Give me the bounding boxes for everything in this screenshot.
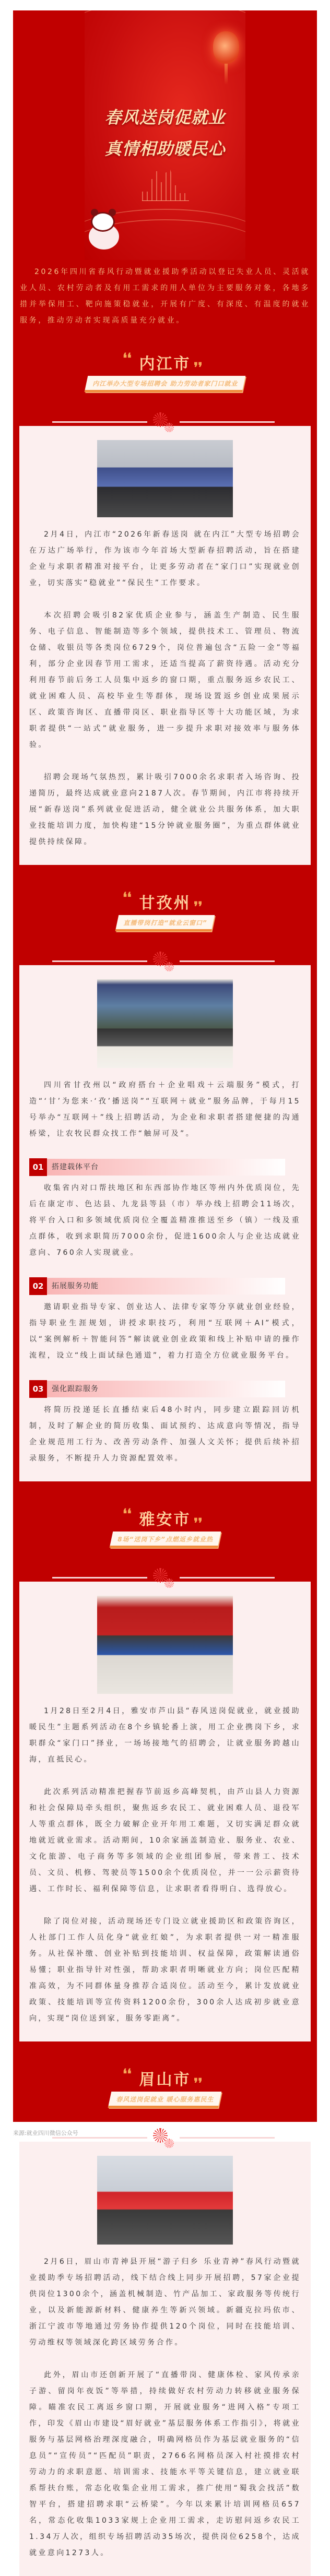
section-subtitle: 直播带岗打造“就业云窗口” — [123, 919, 207, 927]
open-quote-icon: ❛❛ — [123, 890, 132, 906]
city-skyline-icon — [142, 170, 189, 201]
section-title: 雅安市 — [139, 1511, 191, 1529]
source-credit: 来源:就业四川微信公众号 — [13, 2130, 78, 2136]
paragraph: 邀请职业指导专家、创业达人、法律专家等分享就业创业经验，指导职业生涯规划，讲授求职技巧，利用“互联网＋AI”模式，以“案例解析＋智能问答”解读就业创业政策和线上补贴申请的操作流程，设立“线上面试绿色通道”，着力打造全方位就业服务平台。 — [29, 1303, 301, 1360]
firework-icon — [164, 423, 174, 432]
close-quote-icon: ❜❜ — [194, 360, 203, 376]
paragraph: 本次招聘会吸引82家优质企业参与，涵盖生产制造、民生服务、电子信息、智能制造等多个领域，提供技术工、管理员、物流仓储、收银员等各类岗位6729个，岗位普遍包含“五险一金”等福利，部分企业因春节用工需求，还适当提高了薪资待遇。活动充分利用春节前后务工人员集中返乡的窗口期，重点服务返乡农民工、就业困难人员、高校毕业生等群体，现场设置返乡创业成果展示区、政策咨询区、直播带岗区、职业指导区等十大功能区域，为求职者提供“一站式”就业服务，进一步提升求职对接效率与服务体验。 — [29, 611, 301, 749]
section-subtitle-ribbon — [115, 915, 215, 931]
paragraph: 除了岗位对接，活动现场还专门设立就业援助区和政策咨询区，人社部门工作人员化身“就业红娘”，为求职者提供一对一精准服务。从社保补缴、创业补贴到技能培训、权益保障，政策解读通俗易懂；职业指导针对性强，帮助求职者明晰就业方向；岗位匹配精准高效，为不同群体量身推荐合适岗位。活动至今，累计发放就业政策、技能培训等宣传资料1200余份，300余人达成初步就业意向，实现“岗位送到家，服务零距离”。 — [29, 1917, 301, 2023]
section-subtitle: 内江举办大型专场招聘会 助力劳动者家门口就业 — [92, 380, 238, 387]
paragraph: 1月28日至2月4日，雅安市芦山县“春风送岗促就业，就业援助暖民生”主题系列活动在8个乡镇轮番上演，用工企业携岗下乡，求职群众“家门口”择业，一场场接地气的招聘会，让就业服务跨越山海，直抵民心。 — [29, 1707, 301, 1764]
banner-title-line2: 真情相助暖民心 — [104, 139, 226, 159]
firework-icon — [164, 962, 174, 971]
panda-mascot-icon — [87, 209, 123, 251]
section-card-neijiang — [19, 426, 311, 865]
close-quote-icon: ❜❜ — [194, 1516, 203, 1532]
job-fair-photo — [97, 440, 233, 517]
paragraph: 此外，眉山市还创新开展了“直播带岗、健康体检、家风传承亲子游、留岗年夜饭”等举措，持续做好农村劳动力转移就业服务保障。瞄准农民工离返乡窗口期，开展就业服务“进网入格”专项工作，印发《眉山市建设“眉好就业”基层服务体系工作指引》，将就业服务与基层网格治理深度融合，明确网格员作为基层就业服务的“信息员”“宣传员”“匹配员”职责，2766名网格员深入村社摸排农村劳动力的求职意愿、培训需求、技能水平等关键信息，建立就业联系帮扶台账，常态化收集企业用工需求，推广使用“蜀我会找活”数智平台，搭建招聘求职“云桥梁”。今年以来累计培训网格员657名，常态化收集1033家规上企业用工需求，走访慰问返乡农民工1.34万人次，组织专场招聘活动35场次，提供岗位6258个，达成就业意向1273人。 — [29, 2371, 301, 2557]
subheading-02 — [29, 1277, 285, 1295]
section-subtitle: 8场“送岗下乡”点燃返乡就业热 — [117, 1536, 213, 1543]
paragraph: 将简历投递延长直播结束后48小时内，同步建立跟踪回访机制，及时了解企业的简历收集、面试预约、达成意向等情况，指导企业规范用工行为、改善劳动条件、加强人文关怀；提供后续补招录服务，不断提升人力资源配置效率。 — [29, 1406, 301, 1463]
open-quote-icon: ❛❛ — [123, 351, 132, 366]
section-title: 内江市 — [139, 355, 191, 373]
section-divider — [13, 1571, 317, 1582]
item-label: 拓展服务功能 — [47, 1278, 285, 1295]
section-subtitle-ribbon — [108, 2092, 222, 2108]
section-heading-yaan — [13, 1506, 317, 1551]
subheading-03 — [29, 1380, 285, 1398]
item-number: 02 — [29, 1277, 47, 1295]
close-quote-icon: ❜❜ — [194, 2076, 203, 2092]
section-card-meishan — [19, 2142, 311, 2576]
open-quote-icon: ❛❛ — [123, 1506, 132, 1522]
lantern-icon — [213, 31, 239, 64]
section-title: 眉山市 — [139, 2071, 191, 2089]
section-subtitle-ribbon — [85, 376, 246, 392]
item-number: 01 — [29, 1158, 47, 1176]
firework-icon — [164, 1578, 174, 1588]
section-title: 甘孜州 — [139, 894, 191, 912]
section-heading-neijiang — [13, 351, 317, 396]
close-quote-icon: ❜❜ — [194, 899, 203, 915]
intro-text: 2026年四川省春风行动暨就业援助季活动以登记失业人员、灵活就业人员、农村劳动者及有用工需求的用人单位为主要服务对象，各地多措并举保用工、靶向施策稳就业，开展有广度、有深度、有温度的就业服务，推动劳动者实现高质量充分就业。 — [20, 268, 310, 325]
livestream-photo — [97, 979, 233, 1068]
paragraph: 招聘会现场气氛热烈，累计吸引7000余名求职者入场咨询、投递简历，最终达成就业意向2187人次。春节期间，内江市将持续开展“新春送岗”系列就业促进活动，健全就业公共服务体系，加大职业技能培训力度，加快构建“15分钟就业服务圈”，为重点群体就业提供持续保障。 — [29, 773, 301, 846]
paragraph: 此次系列活动精准把握春节前返乡高峰契机，由芦山县人力资源和社会保障局牵头组织，聚焦返乡农民工、就业困难人员、退役军人等重点群体，既全力破解企业开年用工难题，又切实满足群众就地就近就业需求。活动期间，10余家涵盖制造业、服务业、农业、文化旅游、电子商务等多领域的企业组团参展，带来普工、技术员、文员、机修、驾驶员等1500余个优质岗位，并一一公示薪资待遇、工作时长、福利保障等信息，让求职者看得明白、选得放心。 — [29, 1788, 301, 1893]
subheading-01 — [29, 1158, 285, 1176]
section-subtitle: 春风送岗促就业 暖心服务惠民生 — [116, 2096, 214, 2103]
paragraph: 收集省内对口帮扶地区和东西部协作地区等州内外优质岗位，先后在康定市、色达县、九龙县等县（市）举办线上招聘会11场次，将平台入口和多领域优质岗位全覆盖精准推送至乡（镇）一线及重点群体，收到求职简历7000余份，促进1600余人与企业达成就业意向、760余人实现就业。 — [29, 1184, 301, 1257]
header-banner — [85, 10, 245, 260]
banner-title-line1: 春风送岗促就业 — [104, 108, 226, 127]
open-quote-icon: ❛❛ — [123, 2067, 132, 2082]
item-number: 03 — [29, 1380, 47, 1398]
item-label: 强化跟踪服务 — [47, 1381, 285, 1397]
paragraph: 2月6日，眉山市青神县开展“游子归乡 乐业青神”春风行动暨就业援助季专场招聘活动，线下结合线上同步开展招聘，57家企业提供岗位1300余个，涵盖机械制造、竹产品加工、家政服务等传统行业，以及新能源新材料、健康养生等新兴领域。新疆克拉玛依市、浙江宁波市等地通过劳务协作提供120个岗位，同时在技能培训、劳动维权等领域深化跨区域劳务合作。 — [29, 2258, 301, 2347]
section-divider — [13, 416, 317, 426]
section-heading-meishan — [13, 2067, 317, 2111]
section-heading-ganzi — [13, 890, 317, 935]
paragraph: 2月4日，内江市“2026年新春送岗 就在内江”大型专场招聘会在万达广场举行，作为该市今年首场大型新春招聘活动，旨在搭建企业与求职者精准对接平台，让更多劳动者在“家门口”实现就业创业，切实落实“稳就业”“保民生”工作要求。 — [29, 530, 301, 587]
item-label: 搭建载体平台 — [47, 1159, 285, 1176]
rural-job-fair-photo — [97, 1596, 233, 1694]
section-card-yaan — [19, 1582, 311, 2041]
firework-icon — [164, 2139, 174, 2148]
recruitment-tent-photo — [97, 2156, 233, 2245]
section-divider — [13, 955, 317, 965]
paragraph: 四川省甘孜州以“政府搭台＋企业唱戏＋云端服务”模式，打造“‘甘’为您来·‘孜’播送岗”“互联网＋就业”服务品牌，于每月15号举办“互联网＋”线上招聘活动，为企业和求职者搭建便捷的沟通桥梁，让农牧民群众找工作“触屏可及”。 — [29, 1081, 301, 1138]
section-card-ganzi — [19, 965, 311, 1481]
section-subtitle-ribbon — [109, 1532, 220, 1548]
